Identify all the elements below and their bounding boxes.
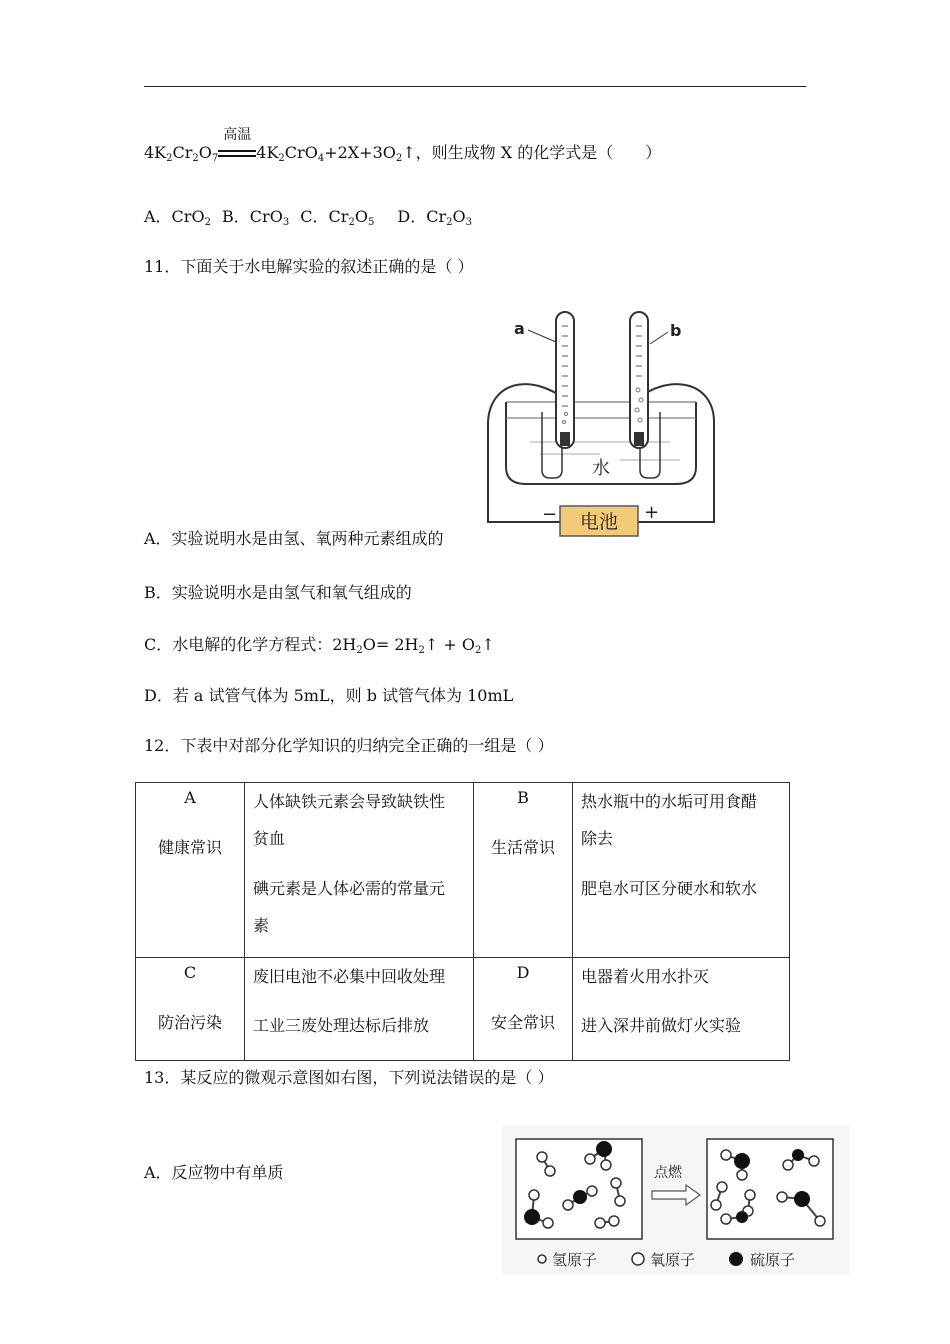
tube-b-label: b bbox=[670, 321, 682, 340]
legend-hydrogen: 氢原子 bbox=[552, 1251, 598, 1269]
option-a[interactable]: A．CrO$_2$ bbox=[144, 207, 211, 228]
option-c[interactable]: C．$Cr_2O_5$ bbox=[300, 207, 375, 228]
tube-a-label: a bbox=[514, 319, 525, 338]
electrolysis-figure bbox=[470, 302, 728, 542]
q11-option-c[interactable]: C．水电解的化学方程式：$2H_2O=$ $2H_2↑$ + $O_2↑$ bbox=[144, 635, 495, 656]
option-b[interactable]: B．CrO$_3$ bbox=[222, 207, 290, 228]
legend-oxygen: 氧原子 bbox=[650, 1251, 696, 1269]
cell-b-facts: 热水瓶中的水垢可用食醋 除去 肥皂水可区分硬水和软水 bbox=[573, 783, 790, 958]
legend-sulfur: 硫原子 bbox=[750, 1251, 796, 1269]
q13-option-a[interactable]: A．反应物中有单质 bbox=[144, 1163, 284, 1182]
cell-c-facts: 废旧电池不必集中回收处理 工业三废处理达标后排放 bbox=[245, 958, 474, 1061]
q13-stem: 13．某反应的微观示意图如右图，下列说法错误的是（ ） bbox=[144, 1068, 554, 1087]
q10-equation: $4K_2Cr_2O_7$ 高温 $4K_2CrO_4+2X+3O_2↑$，则生成物 X 的化学式是（ ） bbox=[144, 127, 662, 164]
header-rule bbox=[144, 86, 806, 87]
cell-a-facts: 人体缺铁元素会导致缺铁性 贫血 碘元素是人体必需的常量元 素 bbox=[245, 783, 474, 958]
cell-b-category: B 生活常识 bbox=[474, 783, 573, 958]
reaction-micro-figure bbox=[502, 1125, 849, 1275]
q11-option-d[interactable]: D．若 a 试管气体为 5mL，则 b 试管气体为 10mL bbox=[144, 686, 514, 705]
cell-c-category: C 防治污染 bbox=[136, 958, 245, 1061]
q12-stem: 12．下表中对部分化学知识的归纳完全正确的一组是（ ） bbox=[144, 736, 554, 755]
table-row bbox=[136, 783, 790, 958]
battery-label: 电池 bbox=[580, 511, 619, 533]
q10-options bbox=[144, 204, 472, 227]
battery-plus: + bbox=[644, 502, 660, 523]
knowledge-table bbox=[135, 782, 790, 1061]
reaction-condition-sign: 高温 bbox=[218, 146, 256, 160]
cell-d-facts: 电器着火用水扑灭 进入深井前做灯火实验 bbox=[573, 958, 790, 1061]
battery-minus: − bbox=[542, 504, 558, 525]
q11-option-a[interactable]: A．实验说明水是由氢、氧两种元素组成的 bbox=[144, 529, 444, 548]
arrow-label: 点燃 bbox=[654, 1165, 682, 1181]
q11-stem: 11．下面关于水电解实验的叙述正确的是（ ） bbox=[144, 257, 474, 276]
option-d[interactable]: D．$Cr_2O_3$ bbox=[397, 207, 473, 228]
water-label: 水 bbox=[592, 458, 610, 479]
cell-d-category: D 安全常识 bbox=[474, 958, 573, 1061]
cell-a-category: A 健康常识 bbox=[136, 783, 245, 958]
q11-option-b[interactable]: B．实验说明水是由氢气和氧气组成的 bbox=[144, 583, 412, 602]
table-row bbox=[136, 958, 790, 1061]
